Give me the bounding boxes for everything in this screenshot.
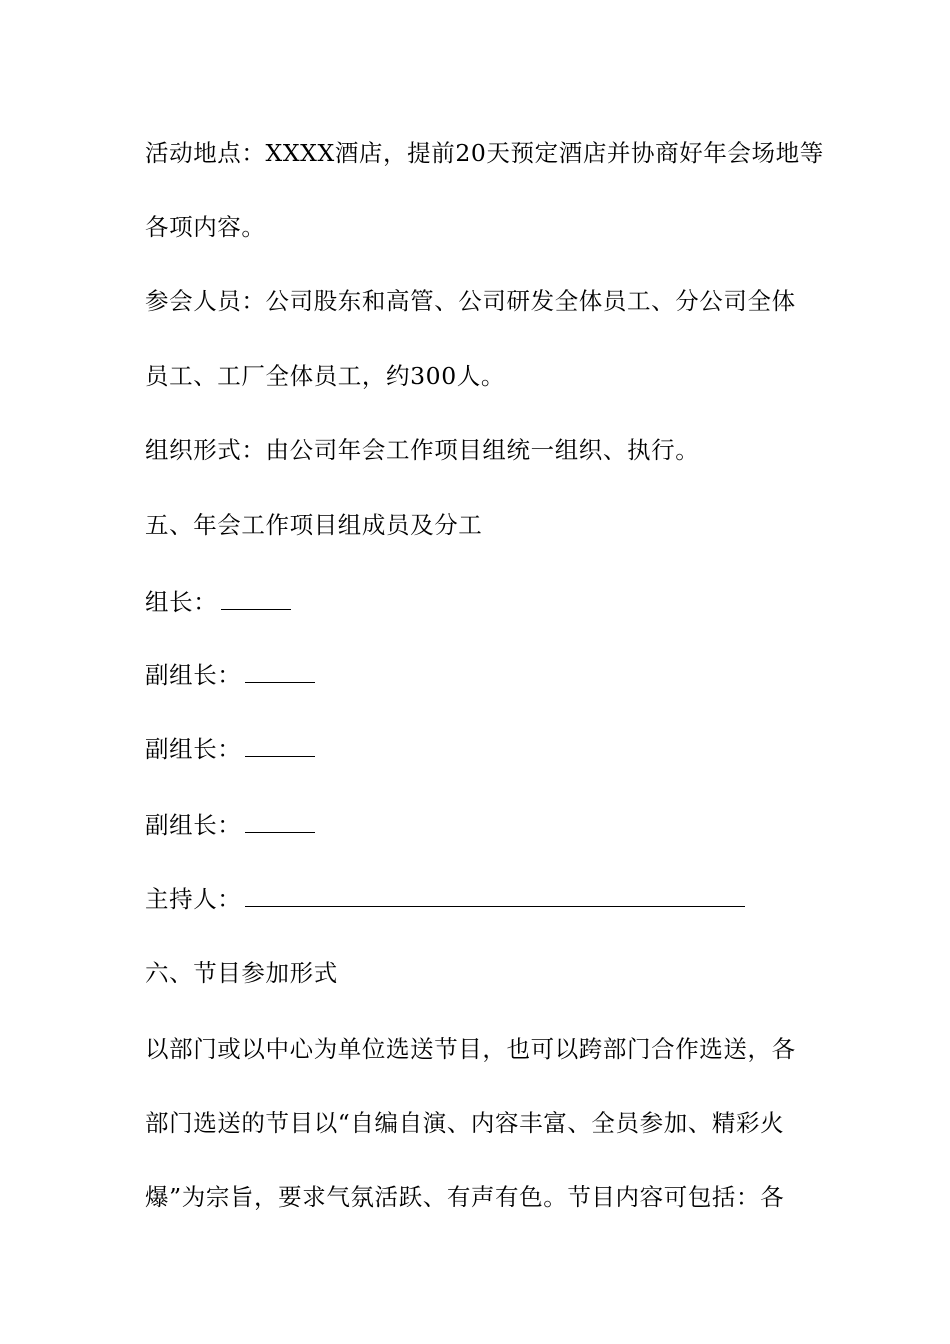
- leader-blank: [221, 589, 291, 610]
- deputy-leader-1-row: [145, 660, 315, 690]
- organization-line: 组织形式：由公司年会工作项目组统一组织、执行。: [145, 436, 700, 464]
- program-line-3: 爆”为宗旨，要求气氛活跃、有声有色。节目内容可包括：各: [145, 1183, 785, 1211]
- attendees-line-1: 参会人员：公司股东和高管、公司研发全体员工、分公司全体: [145, 287, 796, 315]
- deputy-leader-3-row: [145, 810, 315, 840]
- program-line-1: 以部门或以中心为单位选送节目，也可以跨部门合作选送，各: [145, 1035, 796, 1063]
- deputy-leader-2-blank: [245, 736, 315, 757]
- host-row: [145, 884, 745, 914]
- host-blank: [245, 886, 745, 907]
- venue-line-1: 活动地点：XXXX酒店，提前20天预定酒店并协商好年会场地等: [145, 139, 824, 167]
- deputy-leader-3-label: 副组长：: [145, 811, 242, 839]
- host-label: 主持人：: [145, 885, 242, 913]
- attendees-line-2: 员工、工厂全体员工，约300人。: [145, 362, 505, 390]
- deputy-leader-2-row: [145, 734, 315, 764]
- leader-label: 组长：: [145, 588, 218, 616]
- venue-line-2: 各项内容。: [145, 213, 266, 241]
- leader-row: [145, 587, 291, 617]
- section-6-heading: 六、节目参加形式: [145, 959, 338, 987]
- deputy-leader-2-label: 副组长：: [145, 735, 242, 763]
- program-line-2: 部门选送的节目以“自编自演、内容丰富、全员参加、精彩火: [145, 1109, 785, 1137]
- section-5-heading: 五、年会工作项目组成员及分工: [145, 511, 483, 539]
- deputy-leader-1-blank: [245, 662, 315, 683]
- deputy-leader-1-label: 副组长：: [145, 661, 242, 689]
- deputy-leader-3-blank: [245, 812, 315, 833]
